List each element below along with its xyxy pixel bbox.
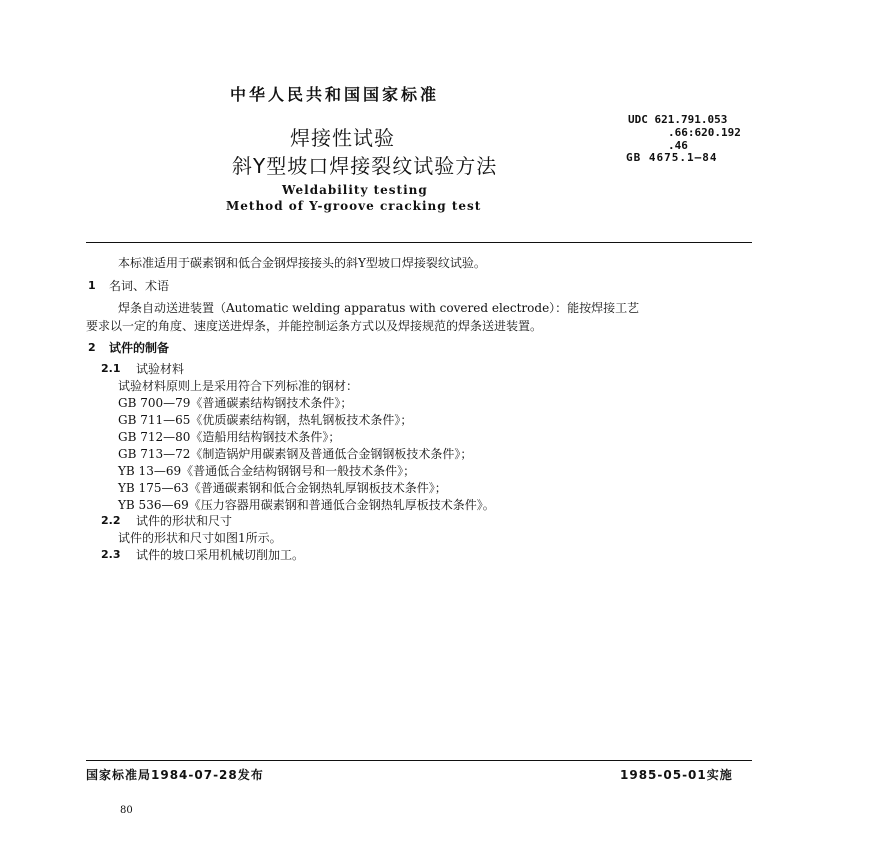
national-standard-heading: 中华人民共和国国家标准 xyxy=(230,85,440,104)
section-2-number: 2 xyxy=(88,341,96,354)
page-number: 80 xyxy=(120,805,133,816)
standard-item: GB 711—65《优质碳素结构钢，热轧钢板技术条件》； xyxy=(118,413,413,427)
title-en-line2: Method of Y-groove cracking test xyxy=(226,199,482,213)
udc-line3: .46 xyxy=(668,139,688,152)
section-1-number: 1 xyxy=(88,279,96,292)
footer-rule xyxy=(86,760,752,761)
section-1-paragraph-line1: 焊条自动送进装置（Automatic welding apparatus with covered electrode）：能按焊接工艺 xyxy=(118,301,640,315)
section-2-1-number: 2.1 xyxy=(101,362,121,375)
section-1-title: 名词、术语 xyxy=(109,279,170,293)
issued-date: 国家标准局1984-07-28发布 xyxy=(86,768,264,782)
section-2-2-text: 试件的形状和尺寸如图1所示。 xyxy=(118,531,282,545)
section-2-1-title: 试验材料 xyxy=(136,362,185,376)
header-rule xyxy=(86,242,752,243)
standard-item: GB 700—79《普通碳素结构钢技术条件》； xyxy=(118,396,353,410)
section-2-3-number: 2.3 xyxy=(101,548,121,561)
section-2-2-number: 2.2 xyxy=(101,514,121,527)
udc-line2: .66:620.192 xyxy=(668,126,741,139)
title-cn-line2: 斜Y型坡口焊接裂纹试验方法 xyxy=(232,154,498,178)
section-2-2-title: 试件的形状和尺寸 xyxy=(136,514,233,528)
title-en-line1: Weldability testing xyxy=(282,183,428,197)
section-2-title: 试件的制备 xyxy=(109,341,170,355)
udc-line1: UDC 621.791.053 xyxy=(628,113,728,126)
section-2-1-lead: 试验材料原则上是采用符合下列标准的钢材： xyxy=(118,379,359,393)
effective-date: 1985-05-01实施 xyxy=(620,768,733,782)
standard-item: GB 713—72《制造锅炉用碳素钢及普通低合金钢钢板技术条件》； xyxy=(118,447,473,461)
standard-item: YB 13—69《普通低合金结构钢钢号和一般技术条件》； xyxy=(118,464,416,478)
section-2-3-text: 试件的坡口采用机械切削加工。 xyxy=(136,548,305,562)
title-cn-line1: 焊接性试验 xyxy=(290,126,395,150)
standard-item: GB 712—80《造船用结构钢技术条件》； xyxy=(118,430,341,444)
intro-text: 本标准适用于碳素钢和低合金钢焊接接头的斜Y型坡口焊接裂纹试验。 xyxy=(118,256,486,270)
section-1-paragraph-line2: 要求以一定的角度、速度送进焊条，并能控制运条方式以及焊接规范的焊条送进装置。 xyxy=(86,319,543,333)
standard-item: YB 175—63《普通碳素钢和低合金钢热轧厚钢板技术条件》； xyxy=(118,481,447,495)
gb-number: GB 4675.1—84 xyxy=(626,151,718,164)
standard-item: YB 536—69《压力容器用碳素钢和普通低合金钢热轧厚板技术条件》。 xyxy=(118,498,495,512)
